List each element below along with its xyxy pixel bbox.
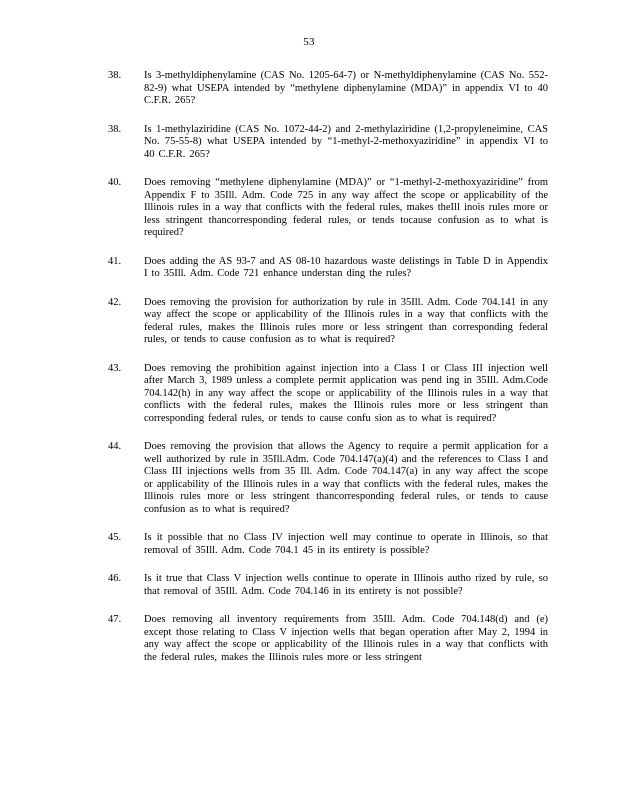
question-number: 46.: [108, 573, 122, 584]
question-text: Is it true that Class V injection wells continue to operate in Illinois autho rized by rule, so that removal of 35Ill. Adm. Code 704.146 in its entirety is not possible?: [144, 573, 548, 597]
question-text: Does removing the prohibition against injection into a Class I or Class III injection well after March 3, 1989 unless a complete permit application was pend ing in 35Ill. Adm.Code 704.142(h) in any way affect the scope or applicability of the Illinois rules in a way that conflicts with the federal rules, makes the Illinois rules more or less stringent than corresponding federal rules, or tends to cause confu sion as to what is required?: [144, 362, 548, 424]
question-item: [108, 363, 548, 426]
question-item: [108, 614, 548, 664]
question-number: 42.: [108, 296, 122, 308]
question-text: Does removing the provision for authorization by rule in 35Ill. Adm. Code 704.141 in any way affect the scope or applicability of the Illinois rules in a way that conflicts with the federal rules, makes the Illinois rules more or less stringent than corresponding federal rules, or tends to cause confusion as to what is required?: [144, 296, 548, 345]
question-text: Does removing “methylene diphenylamine (MDA)” or “1-methyl-2-methoxyaziridine” from Appendix F to 35Ill. Adm. Code 725 in any way affect the scope or applicability of the Illinois rules in a way that conflicts with the federal rules, makes theIll inois rules more or less stringent thancorresponding federal rules, or tends tocause confusion as to what is required?: [144, 177, 548, 238]
question-number: 45.: [108, 532, 122, 543]
question-text: Is it possible that no Class IV injection well may continue to operate in Illinois, so that removal of 35Ill. Adm. Code 704.1 45 in its entirety is possible?: [144, 532, 548, 556]
question-number: 43.: [108, 362, 122, 374]
question-number: 38.: [108, 70, 122, 81]
question-number: 40.: [108, 177, 122, 188]
question-item: [108, 441, 548, 516]
question-item: [108, 573, 548, 598]
question-number: 44.: [108, 441, 122, 452]
question-text: Is 3-methyldiphenylamine (CAS No. 1205-64-7) or N-methyldiphenylamine (CAS No. 552-82-9) what USEPA intended by “methylene diphenylamine (MDA)” in appendix VI to 40 C.F.R. 265?: [144, 70, 548, 106]
question-item: [108, 124, 548, 162]
page-number: 53: [303, 36, 315, 48]
question-number: 47.: [108, 614, 122, 625]
question-text: Does removing all inventory requirements from 35Ill. Adm. Code 704.148(d) and (e) except those relating to Class V injection wells that began operation after May 2, 1994 in any way affect the scope or applicability of the Illinois rules in a way that conflicts with the federal rules, makes the Illinois rules more or less stringent: [144, 614, 548, 663]
question-item: [108, 70, 548, 108]
question-item: [108, 532, 548, 557]
question-text: Does removing the provision that allows the Agency to require a permit application for a well authorized by rule in 35Ill.Adm. Code 704.147(a)(4) and the references to Class I and Class III injections wells from 35 Ill. Adm. Code 704.147(a) in any way affect the scope or applicability of the Illinois rules in a way that conflicts with the federal rules, makes the Illinois rules more or less stringent thancorresponding federal rules, or tends to cause confusion as to what is required?: [144, 441, 548, 515]
question-number: 38.: [108, 123, 122, 135]
question-number: 41.: [108, 255, 122, 267]
question-item: [108, 177, 548, 240]
question-text: Does adding the AS 93-7 and AS 08-10 hazardous waste delistings in Table D in Appendix I to 35Ill. Adm. Code 721 enhance understan ding the rules?: [144, 255, 548, 279]
question-item: [108, 256, 548, 281]
question-item: [108, 297, 548, 347]
question-list: [108, 70, 548, 680]
question-text: Is 1-methylaziridine (CAS No. 1072-44-2) and 2-methylaziridine (1,2-propyleneimine, CAS No. 75-55-8) what USEPA intended by “1-methyl-2-methoxyaziridine” in appendix VI to 40 C.F.R. 265?: [144, 123, 548, 160]
